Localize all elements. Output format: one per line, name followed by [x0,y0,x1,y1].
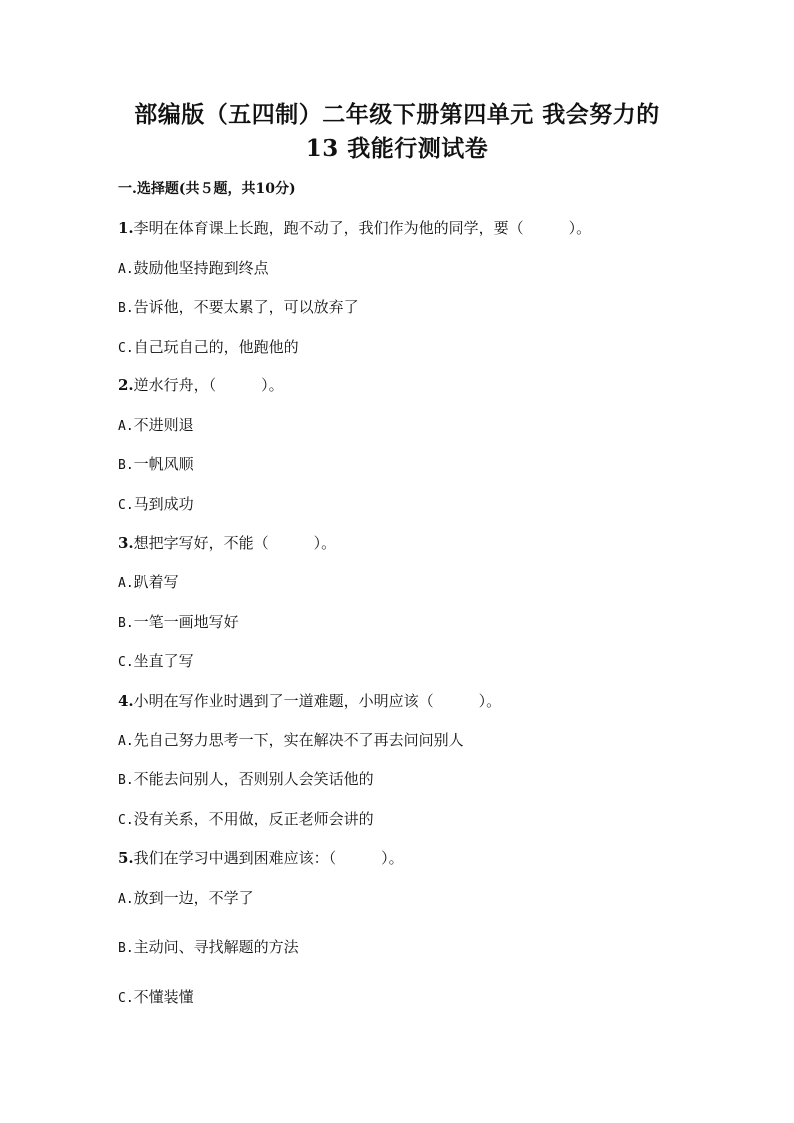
option-text: 马到成功 [133,495,194,513]
question-2-option-a [118,414,194,435]
option-text: 自己玩自己的，他跑他的 [133,338,299,356]
option-text: 鼓励他坚持跑到终点 [133,259,269,277]
question-5-option-a [118,887,254,908]
option-text: 先自己努力思考一下，实在解决不了再去问问别人 [133,731,464,749]
option-text: 放到一边，不学了 [133,889,254,907]
question-text: 我们在学习中遇到困难应该：（ ）。 [133,849,404,867]
question-2 [118,374,284,395]
option-letter: B. [118,301,134,316]
option-letter: C. [118,813,134,828]
question-3 [118,532,336,553]
option-letter: C. [118,498,134,513]
option-text: 没有关系，不用做，反正老师会讲的 [133,810,374,828]
option-text: 不懂装懂 [133,988,194,1006]
question-2-option-c [118,493,194,514]
option-letter: C. [118,655,134,670]
question-1-option-c [118,336,299,357]
question-text: 逆水行舟，（ ）。 [133,376,284,394]
option-letter: A. [118,892,134,907]
option-text: 告诉他，不要太累了，可以放弃了 [133,298,359,316]
question-5 [118,847,404,868]
question-text: 李明在体育课上长跑，跑不动了，我们作为他的同学，要（ ）。 [133,219,592,237]
option-text: 坐直了写 [133,652,194,670]
question-text: 想把字写好，不能（ ）。 [133,534,337,552]
option-letter: A. [118,419,134,434]
option-letter: A. [118,262,134,277]
question-number: 2. [118,376,134,394]
question-5-option-b [118,936,299,957]
option-letter: B. [118,773,134,788]
option-text: 不能去问别人，否则别人会笑话他的 [133,770,374,788]
option-text: 一帆风顺 [133,455,194,473]
option-letter: C. [118,991,134,1006]
question-number: 3. [118,534,134,552]
question-text: 小明在写作业时遇到了一道难题，小明应该（ ）。 [133,692,502,710]
option-letter: B. [118,616,134,631]
question-3-option-c [118,650,194,671]
question-1 [118,217,591,238]
option-text: 趴着写 [133,573,179,591]
question-1-option-b [118,296,359,317]
question-4-option-c [118,808,374,829]
question-2-option-b [118,453,194,474]
option-letter: A. [118,576,134,591]
question-number: 1. [118,219,134,237]
question-4-option-b [118,768,374,789]
option-text: 主动问、寻找解题的方法 [133,938,299,956]
question-number: 5. [118,849,134,867]
option-letter: C. [118,341,134,356]
document-title-line-2: 13 我能行测试卷 [305,135,489,162]
section-heading: 一.选择题(共５题，共10分) [118,181,296,197]
option-letter: A. [118,734,134,749]
question-number: 4. [118,692,134,710]
question-1-option-a [118,257,269,278]
option-text: 不进则退 [133,416,194,434]
option-letter: B. [118,458,134,473]
question-3-option-b [118,611,239,632]
document-title-line-1: 部编版（五四制）二年级下册第四单元 我会努力的 [134,101,660,128]
question-4-option-a [118,729,464,750]
option-text: 一笔一画地写好 [133,613,239,631]
question-5-option-c [118,986,194,1007]
option-letter: B. [118,941,134,956]
question-3-option-a [118,571,179,592]
question-4 [118,690,501,711]
